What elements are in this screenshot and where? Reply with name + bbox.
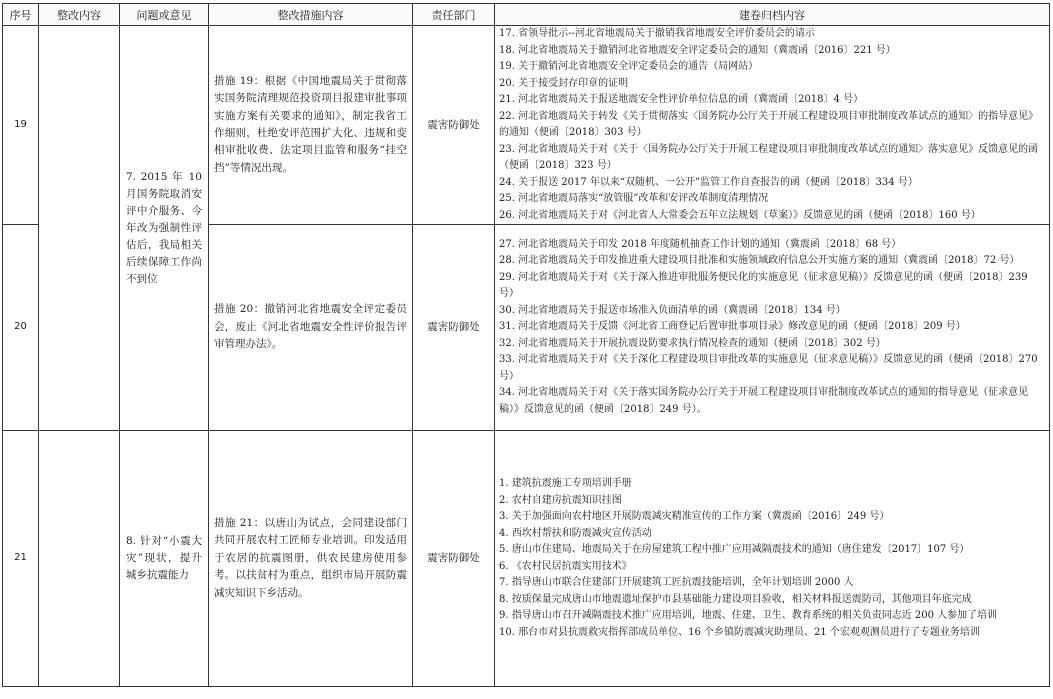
archive-item: 8. 按质保量完成唐山市地震遗址保护市县基础能力建设项目验收，相关材料报送震防司，其他项目年底完成 xyxy=(499,593,972,605)
archive-item: 6. 《农村民居抗震实用技术》 xyxy=(499,560,632,572)
archive-item: 19. 关于撤销河北省地震安全评定委员会的通告（局网站） xyxy=(499,61,759,72)
archive-item: 32. 河北省地震局关于开展抗震设防要求执行情况检查的通知（便函〔2018〕302 号） xyxy=(499,337,886,349)
header-row xyxy=(3,4,1050,26)
header-dept: 责任部门 xyxy=(413,4,495,26)
row-number: 20 xyxy=(3,225,39,431)
archive-item: 17. 省领导批示--河北省地震局关于撤销我省地震安全评价委员会的请示 xyxy=(499,28,815,39)
archive-item: 4. 西坎村帮扶和防震减灾宣传活动 xyxy=(499,527,652,539)
content-cell xyxy=(39,431,120,687)
measure-cell: 措施 20：撤销河北省地震安全评定委员会，废止《河北省地震安全性评价报告评审管理办法》。 xyxy=(209,225,413,431)
dept-cell: 震害防御处 xyxy=(413,225,495,431)
issue-cell: 8. 针对“小震大灾”现状，提升城乡抗震能力 xyxy=(120,431,209,687)
row-number: 19 xyxy=(3,26,39,225)
archive-item: 34. 河北省地震局关于对《关于落实国务院办公厅关于开展工程建设项目审批制度改革试点的通知的指导意见（征求意见稿）》反馈意见的函（便函〔2018〕249 号）。 xyxy=(499,387,1029,415)
archive-item: 29. 河北省地震局关于对《关于深入推进审批服务便民化的实施意见（征求意见稿）》反馈意见的函（便函〔2018〕239 号） xyxy=(499,271,1028,300)
archive-item: 7. 指导唐山市联合住建部门开展建筑工匠抗震技能培训，全年计划培训 2000 人 xyxy=(499,577,854,588)
archive-item: 23. 河北省地震局关于对《关于〈国务院办公厅关于开展工程建设项目审批制度改革试点的通知〉落实意见》反馈意见的函（便函〔2018〕323 号） xyxy=(499,143,1039,171)
archive-item: 18. 河北省地震局关于撤销河北省地震安全评定委员会的通知（冀震函〔2016〕221 号） xyxy=(499,44,896,56)
header-issue: 问题或意见 xyxy=(120,4,209,26)
archive-item: 24. 关于报送 2017 年以来“双随机、一公开”监管工作自查报告的函（便函〔2018〕334 号） xyxy=(499,176,918,188)
archive-cell xyxy=(495,431,1050,687)
rectification-table xyxy=(2,3,1050,687)
archive-cell xyxy=(495,26,1050,225)
content-cell xyxy=(39,26,120,431)
archive-item: 21. 河北省地震局关于报送地震安全性评价单位信息的函（冀震函〔2018〕4 号） xyxy=(499,94,864,105)
archive-item: 33. 河北省地震局关于对《关于深化工程建设项目审批改革的实施意见（征求意见稿）》反馈意见的函（便函〔2018〕270 号） xyxy=(499,354,1038,382)
archive-item: 5. 唐山市住建局、地震局关于在房屋建筑工程中推广应用减隔震技术的通知（唐住建发〔2017〕107 号） xyxy=(499,544,970,555)
archive-item: 9. 指导唐山市召开减隔震技术推广应用培训，地震、住建、卫生、教育系统的相关负责同志近 200 人参加了培训 xyxy=(499,610,998,621)
archive-item: 10. 邢台市对县抗震救灾指挥部成员单位、16 个乡镇防震减灾助理员、21 个宏观观测员进行了专题业务培训 xyxy=(499,626,980,638)
table-row xyxy=(3,26,1050,225)
header-no: 序号 xyxy=(3,4,39,26)
table-row xyxy=(3,431,1050,687)
header-content: 整改内容 xyxy=(39,4,120,26)
archive-item: 30. 河北省地震局关于报送市场准入负面清单的函（冀震函〔2018〕134 号） xyxy=(499,304,846,316)
dept-cell: 震害防御处 xyxy=(413,431,495,687)
archive-item: 22. 河北省地震局关于转发《关于贯彻落实〈国务院办公厅关于开展工程建设项目审批制度改革试点的通知〉的指导意见》的通知（便函〔2018〕303 号） xyxy=(499,110,1039,138)
row-number: 21 xyxy=(3,431,39,687)
archive-cell xyxy=(495,225,1050,431)
measure-cell: 措施 21：以唐山为试点，会同建设部门共同开展农村工匠师专业培训。印发适用于农居的抗震图册，供农民建房使用参考。以扶贫村为重点，组织市局开展防震减灾知识下乡活动。 xyxy=(209,431,413,687)
archive-item: 25. 河北省地震局落实“放管服”改革和安评改革制度清理情况 xyxy=(499,193,769,204)
archive-item: 26. 河北省地震局关于对《河北省人大常委会五年立法规划（草案）》反馈意见的函（便函〔2018〕160 号） xyxy=(499,209,981,221)
archive-item: 1. 建筑抗震施工专项培训手册 xyxy=(499,478,632,489)
archive-item: 20. 关于接受封存印章的证明 xyxy=(499,77,629,89)
header-archive: 建卷归档内容 xyxy=(495,4,1050,26)
archive-item: 28. 河北省地震局关于印发推进重大建设项目批准和实施领域政府信息公开实施方案的通知（冀震函〔2018〕72 号） xyxy=(499,255,1020,267)
issue-cell: 7. 2015 年 10 月国务院取消安评中介服务、今年改为强制性评估后，我局相关后续保障工作尚不到位 xyxy=(120,26,209,431)
dept-cell: 震害防御处 xyxy=(413,26,495,225)
archive-item: 3. 关于加强面向农村地区开展防震减灾精准宣传的工作方案（冀震函〔2016〕249 号） xyxy=(499,511,890,522)
archive-item: 2. 农村自建房抗震知识挂图 xyxy=(499,494,622,506)
archive-item: 27. 河北省地震局关于印发 2018 年度随机抽查工作计划的通知（冀震函〔2018〕68 号） xyxy=(499,238,902,250)
archive-item: 31. 河北省地震局关于反馈《河北省工商登记后置审批事项目录》修改意见的函（便函〔2018〕209 号） xyxy=(499,321,966,333)
measure-cell: 措施 19：根据《中国地震局关于贯彻落实国务院清理规范投资项目报建审批事项实施方案有关要求的通知》，制定我省工作细则，杜绝安评范围扩大化、违规和变相审批收费、法定项目监管和服务“挂空挡”等情况出现。 xyxy=(209,26,413,225)
header-measure: 整改措施内容 xyxy=(209,4,413,26)
